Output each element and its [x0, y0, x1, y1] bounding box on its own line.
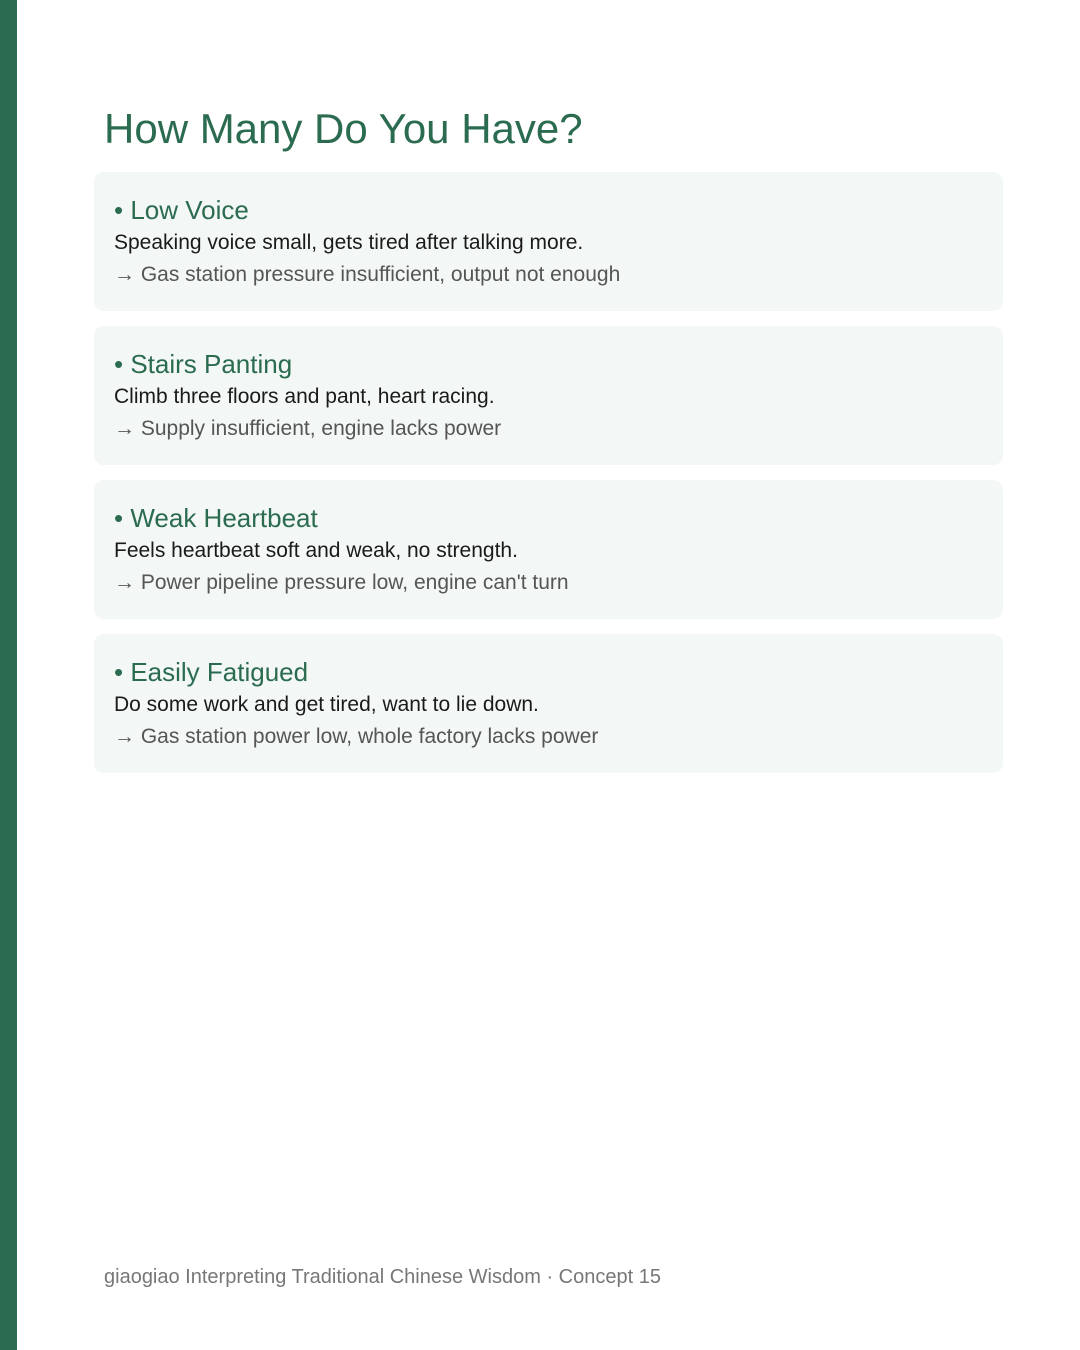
symptom-explanation: → Gas station power low, whole factory lacks power — [114, 725, 599, 748]
symptom-card — [94, 634, 1003, 773]
side-accent-bar — [0, 0, 17, 1350]
symptom-explanation: → Supply insufficient, engine lacks power — [114, 417, 502, 440]
symptom-title: • Stairs Panting — [114, 349, 293, 379]
symptom-card-list — [94, 172, 1003, 788]
symptom-card — [94, 326, 1003, 465]
symptom-card — [94, 172, 1003, 311]
symptom-description: Do some work and get tired, want to lie down. — [114, 693, 539, 716]
symptom-title: • Weak Heartbeat — [114, 503, 318, 533]
symptom-description: Climb three floors and pant, heart racing. — [114, 385, 495, 408]
symptom-title: • Low Voice — [114, 195, 249, 225]
symptom-explanation: → Power pipeline pressure low, engine can't turn — [114, 571, 569, 594]
symptom-description: Feels heartbeat soft and weak, no strength. — [114, 539, 518, 562]
symptom-card — [94, 480, 1003, 619]
symptom-explanation: → Gas station pressure insufficient, output not enough — [114, 263, 621, 286]
page-title: How Many Do You Have? — [104, 105, 583, 152]
symptom-description: Speaking voice small, gets tired after talking more. — [114, 231, 584, 254]
footer-caption: giaogiao Interpreting Traditional Chinese Wisdom · Concept 15 — [104, 1266, 661, 1288]
symptom-title: • Easily Fatigued — [114, 657, 309, 687]
